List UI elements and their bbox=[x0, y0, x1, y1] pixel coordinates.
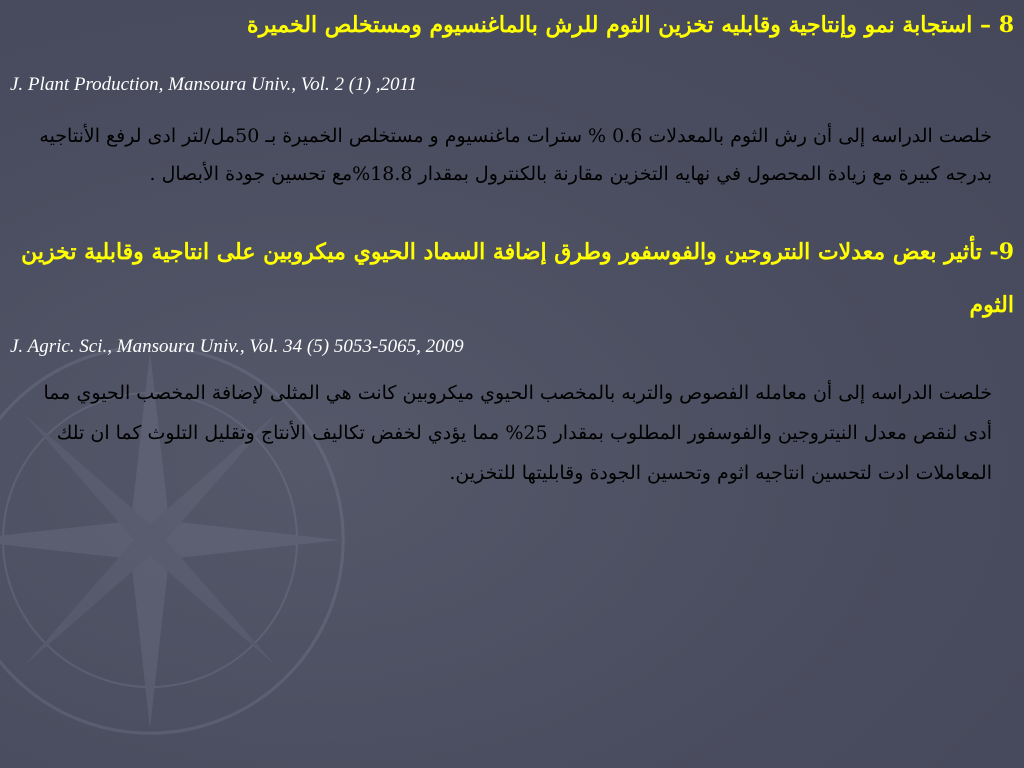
section-1-body: خلصت الدراسه إلى أن رش الثوم بالمعدلات 0.6 % سترات ماغنسيوم و مستخلص الخميرة بـ 50مل/لتر ادى لرفع الأنتاجيه بدرجه كبيرة مع زيادة المحصول في نهايه التخزين مقارنة بالكنترول بمقدار 18.8%مع تحسين جودة الأبصال . bbox=[39, 125, 992, 185]
section-1-heading: 8 – استجابة نمو وإنتاجية وقابليه تخزين الثوم للرش بالماغنسيوم ومستخلص الخميرة bbox=[247, 12, 1014, 38]
section-2-body: خلصت الدراسه إلى أن معامله الفصوص والتربه بالمخصب الحيوي ميكروبين كانت هي المثلى لإضافة المخصب الحيوي مما أدى لنقص معدل النيتروجين والفوسفور المطلوب بمقدار 25% مما يؤدي لخفض تكاليف الأنتاج وتقليل التلوث كما ان تلك المعاملات ادت لتحسين انتاجيه اثوم وتحسين الجودة وقابليتها للتخزين. bbox=[43, 382, 992, 484]
section-2-heading: 9- تأثير بعض معدلات النتروجين والفوسفور وطرق إضافة السماد الحيوي ميكروبين على انتاجية وقابلية تخزين الثوم bbox=[21, 239, 1014, 318]
section-1-citation: J. Plant Production, Mansoura Univ., Vol. 2 (1) ,2011 bbox=[10, 74, 418, 95]
section-2-citation: J. Agric. Sci., Mansoura Univ., Vol. 34 (5) 5053-5065, 2009 bbox=[10, 336, 464, 357]
